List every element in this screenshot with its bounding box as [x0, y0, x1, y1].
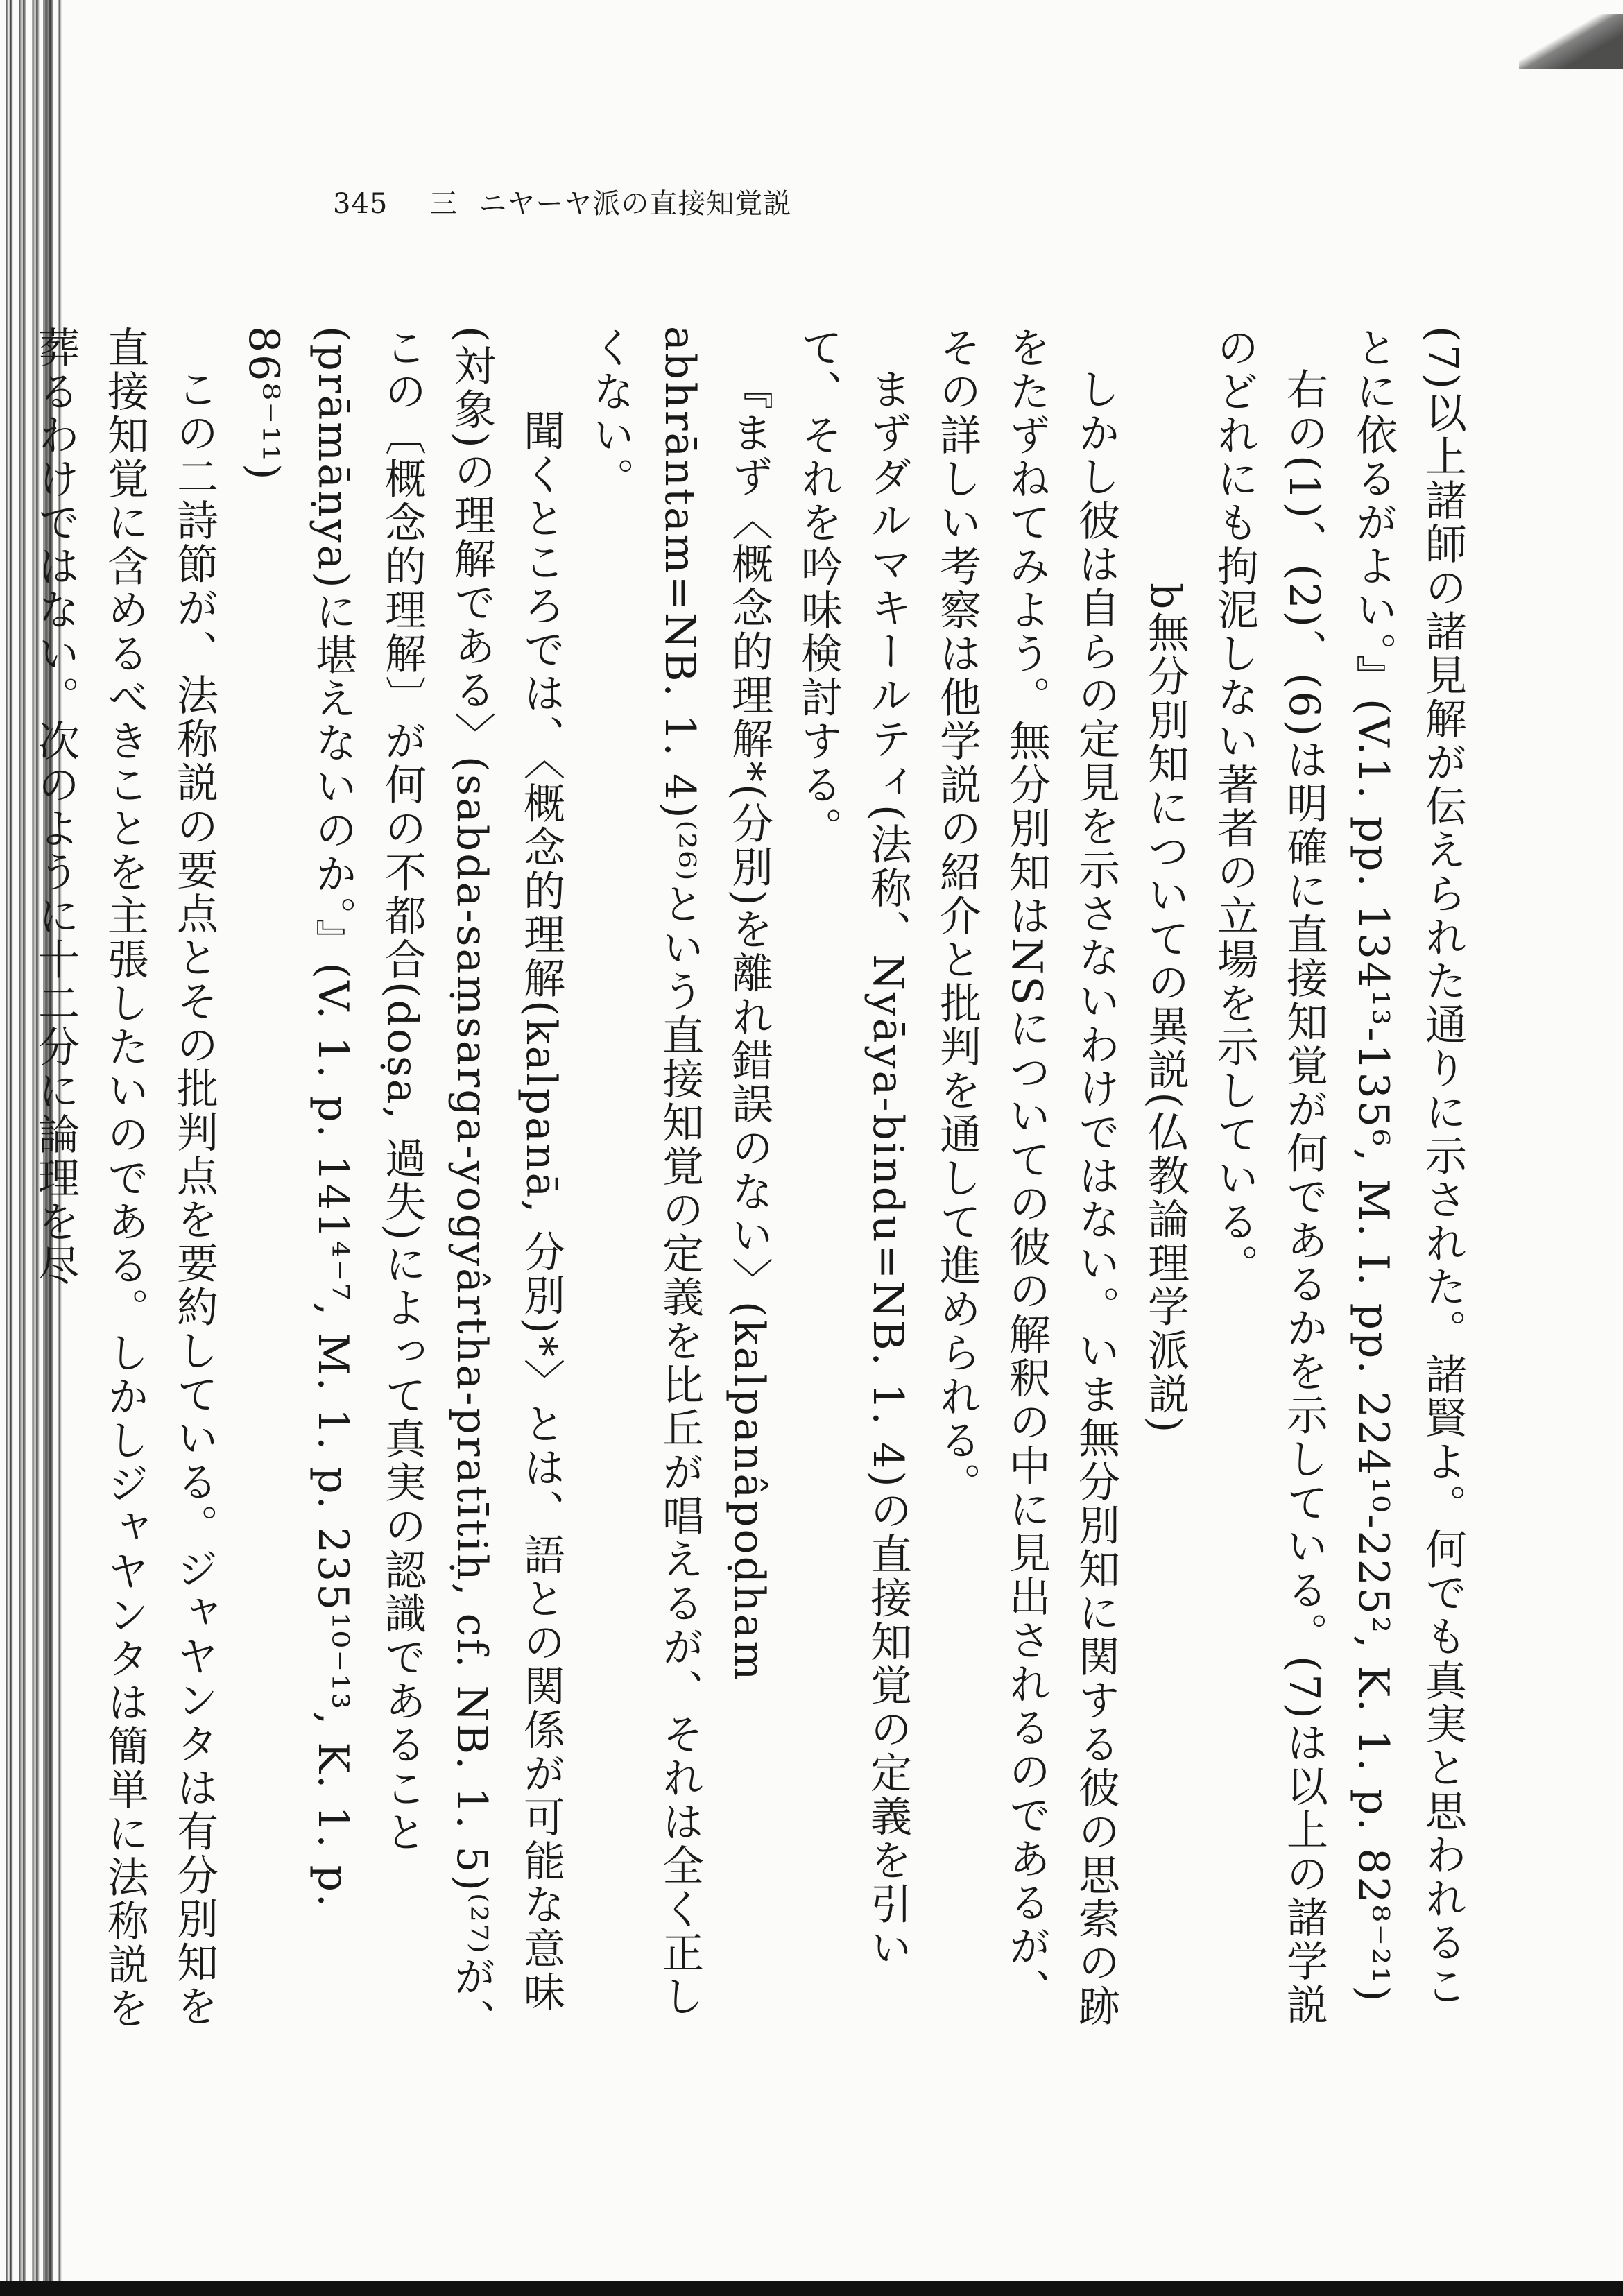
paragraph-intro: しかし彼は自らの定見を示さないわけではない。いま無分別知に関する彼の思索の跡をたずねてみよう。無分別知はNSについての彼の解釈の中に見出されるのであるが、その詳しい考察は他学説の紹介と批判を通して進められる。 — [933, 326, 1120, 2028]
scan-bottom-edge — [0, 2281, 1623, 2296]
running-header — [333, 182, 791, 221]
paragraph-two-verses: この二詩節が、法称説の要点とその批判点を要約している。ジャヤンタは有分別知を直接知覚に含めるべきことを主張したいのである。しかしジャヤンタは簡単に法称説を葬るわけではない。次のように十二分に論理を尽 — [31, 326, 218, 2030]
paragraph-summary: 右の(1)、(2)、(6)は明確に直接知覚が何であるかを示している。(7)は以上の諸学説のどれにも拘泥しない著者の立場を示している。 — [1210, 326, 1328, 2027]
section-title: 無分別知についての異説(仏教論理学派説) — [1141, 611, 1190, 1435]
chapter-number: 三 — [429, 188, 458, 220]
vertical-text-body — [31, 326, 1477, 2046]
scan-corner-shadow — [1519, 14, 1623, 69]
section-heading — [1131, 499, 1200, 2046]
paragraph-quote-end: (7)以上諸師の諸見解が伝えられた通りに示された。諸賢よ。何でも真実と思われることに依るがよい。』(V.1. pp. 134¹³-135⁶, M. I. pp. 224¹⁰-225², K. 1. p. 82⁸⁻²¹) — [1349, 326, 1467, 2008]
section-letter: b — [1141, 583, 1190, 612]
chapter-title: ニヤーヤ派の直接知覚説 — [479, 188, 792, 220]
paragraph-quote-kalpana: 聞くところでは、〈概念的理解(kalpanā, 分別)*〉とは、語との関係が可能な意味(対象)の理解である〉(sabda-saṃsarga-yogyârtha-pratītiḥ, cf. NB. 1. 5)⁽²⁷⁾が、この〔概念的理解〕が何の不都合(doṣa, 過失)によって真実の認識であること(prāmāṇya)に堪えないのか。』(V. 1. p. 141⁴⁻⁷, M. 1. p. 235¹⁰⁻¹³, K. 1. p. 86⁸⁻¹¹) — [239, 326, 565, 2043]
page-number: 345 — [333, 188, 388, 220]
paragraph-dharmakirti: まずダルマキールティ(法称、Nyāya-bindu=NB. 1. 4)の直接知覚の定義を引いて、それを吟味検討する。 — [794, 326, 912, 1970]
paragraph-quote-definition: 『まず〈概念的理解*(分別)を離れ錯誤のない〉(kalpanâpoḍham abhrāntam=NB. 1. 4)⁽²⁶⁾という直接知覚の定義を比丘が唱えるが、それは全く正しくない。 — [586, 326, 773, 2019]
